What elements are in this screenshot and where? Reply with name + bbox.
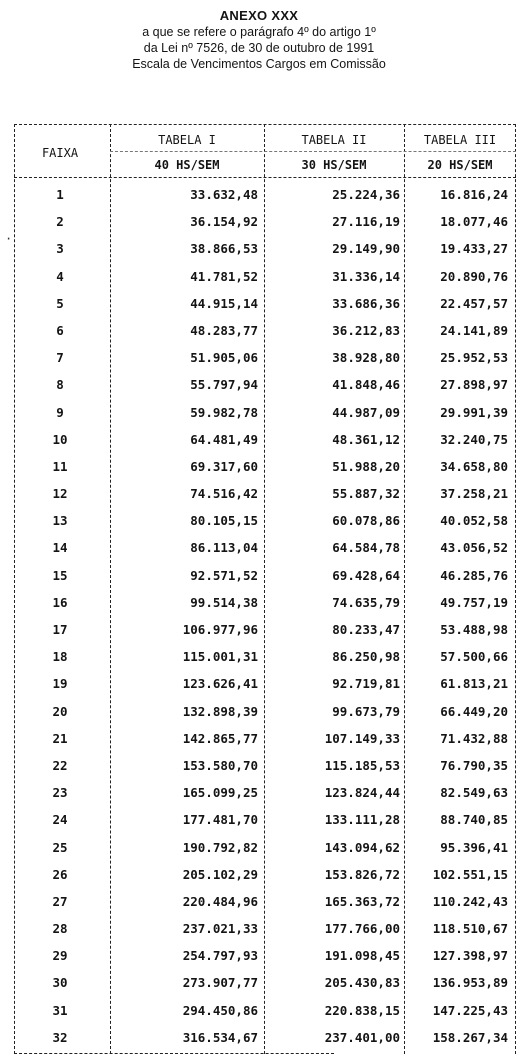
tabela-3-cell: 66.449,20 [440, 703, 508, 719]
table-row [14, 998, 516, 1025]
col-header-tabela-1-hours: 40 HS/SEM [154, 158, 220, 172]
faixa-cell: 11 [52, 458, 68, 474]
tabela-2-cell: 86.250,98 [332, 649, 400, 665]
tabela-3-cell: 20.890,76 [440, 268, 508, 284]
tabela-2-cell: 115.185,53 [324, 757, 400, 773]
faixa-cell: 32 [52, 1029, 68, 1045]
tabela-3-cell: 95.396,41 [440, 839, 508, 855]
faixa-cell: 9 [56, 404, 64, 420]
tabela-1-cell: 190.792,82 [182, 839, 258, 855]
tabela-1-cell: 59.982,78 [190, 404, 258, 420]
subtitle-line-3: Escala de Vencimentos Cargos em Comissão [132, 57, 386, 71]
faixa-cell: 12 [52, 486, 68, 502]
table-row [14, 236, 516, 263]
table-row [14, 209, 516, 236]
faixa-cell: 10 [52, 431, 68, 447]
tabela-2-cell: 29.149,90 [332, 241, 400, 257]
tabela-2-cell: 99.673,79 [332, 703, 400, 719]
tabela-3-cell: 110.242,43 [432, 893, 508, 909]
tabela-1-cell: 86.113,04 [190, 540, 258, 556]
tabela-3-cell: 43.056,52 [440, 540, 508, 556]
tabela-1-cell: 273.907,77 [182, 975, 258, 991]
header-rule [14, 177, 516, 178]
table-body [14, 182, 516, 1052]
tabela-3-cell: 136.953,89 [432, 975, 508, 991]
table-row [14, 889, 516, 916]
faixa-cell: 5 [56, 295, 64, 311]
tabela-2-cell: 107.149,33 [324, 730, 400, 746]
faixa-cell: 8 [56, 377, 64, 393]
table-row [14, 291, 516, 318]
table-row [14, 345, 516, 372]
tabela-3-cell: 19.433,27 [440, 241, 508, 257]
tabela-1-cell: 316.534,67 [182, 1029, 258, 1045]
table-row [14, 182, 516, 209]
tabela-3-cell: 147.225,43 [432, 1002, 508, 1018]
table-row [14, 835, 516, 862]
faixa-cell: 19 [52, 676, 68, 692]
faixa-cell: 16 [52, 594, 68, 610]
tabela-3-cell: 53.488,98 [440, 622, 508, 637]
tabela-2-cell: 41.848,46 [332, 377, 400, 393]
tabela-2-cell: 25.224,36 [332, 187, 400, 202]
table-row [14, 400, 516, 427]
tabela-2-cell: 31.336,14 [332, 268, 400, 284]
tabela-2-cell: 69.428,64 [332, 567, 400, 583]
tabela-1-cell: 254.797,93 [182, 948, 258, 964]
tabela-2-cell: 51.988,20 [332, 458, 400, 474]
tabela-1-cell: 64.481,49 [190, 431, 258, 447]
table-row [14, 590, 516, 617]
tabela-2-cell: 191.098,45 [324, 948, 400, 964]
faixa-cell: 4 [56, 268, 64, 284]
tabela-3-cell: 34.658,80 [440, 458, 508, 474]
tabela-3-cell: 118.510,67 [432, 921, 508, 937]
tabela-2-cell: 177.766,00 [324, 921, 400, 937]
tabela-3-cell: 82.549,63 [440, 785, 508, 801]
tabela-1-cell: 38.866,53 [190, 241, 258, 257]
tabela-2-cell: 153.826,72 [324, 866, 400, 882]
tabela-1-cell: 51.905,06 [190, 350, 258, 366]
table-row [14, 726, 516, 753]
tabela-3-cell: 49.757,19 [440, 594, 508, 610]
faixa-cell: 30 [52, 975, 68, 991]
table-row [14, 780, 516, 807]
faixa-cell: 3 [56, 241, 64, 257]
tabela-1-cell: 44.915,14 [190, 295, 258, 311]
tabela-2-cell: 123.824,44 [324, 785, 400, 801]
tabela-1-cell: 294.450,86 [182, 1002, 258, 1018]
tabela-1-cell: 80.105,15 [190, 513, 258, 529]
subtitle-line-1: a que se refere o parágrafo 4º do artigo 1º [142, 25, 376, 39]
tabela-1-cell: 106.977,96 [182, 622, 258, 637]
tabela-2-cell: 60.078,86 [332, 513, 400, 529]
tabela-3-cell: 88.740,85 [440, 812, 508, 828]
table-row [14, 807, 516, 834]
table-row [14, 862, 516, 889]
tabela-1-cell: 115.001,31 [182, 649, 258, 665]
header-mid-rule [110, 151, 516, 152]
tabela-2-cell: 64.584,78 [332, 540, 400, 556]
tabela-2-cell: 133.111,28 [324, 812, 400, 828]
tabela-3-cell: 16.816,24 [440, 187, 508, 202]
tabela-1-cell: 92.571,52 [190, 567, 258, 583]
tabela-1-cell: 99.514,38 [190, 594, 258, 610]
tabela-3-cell: 76.790,35 [440, 757, 508, 773]
table-row [14, 753, 516, 780]
tabela-1-cell: 237.021,33 [182, 921, 258, 937]
tabela-2-cell: 143.094,62 [324, 839, 400, 855]
tabela-2-cell: 33.686,36 [332, 295, 400, 311]
tabela-1-cell: 36.154,92 [190, 214, 258, 230]
faixa-cell: 23 [52, 785, 68, 801]
tabela-1-cell: 153.580,70 [182, 757, 258, 773]
tabela-3-cell: 29.991,39 [440, 404, 508, 420]
tabela-2-cell: 205.430,83 [324, 975, 400, 991]
tabela-1-cell: 165.099,25 [182, 785, 258, 801]
tabela-1-cell: 41.781,52 [190, 268, 258, 284]
faixa-cell: 1 [56, 187, 64, 202]
faixa-cell: 20 [52, 703, 68, 719]
tabela-1-cell: 132.898,39 [182, 703, 258, 719]
tabela-3-cell: 102.551,15 [432, 866, 508, 882]
tabela-1-cell: 74.516,42 [190, 486, 258, 502]
tabela-1-cell: 123.626,41 [182, 676, 258, 692]
tabela-3-cell: 61.813,21 [440, 676, 508, 692]
faixa-cell: 7 [56, 350, 64, 366]
tabela-3-cell: 46.285,76 [440, 567, 508, 583]
table-row [14, 508, 516, 535]
table-row [14, 644, 516, 671]
table-row [14, 372, 516, 399]
faixa-cell: 28 [52, 921, 68, 937]
tabela-3-cell: 127.398,97 [432, 948, 508, 964]
col-header-tabela-1: TABELA I [158, 133, 216, 147]
table-row [14, 916, 516, 943]
tabela-2-cell: 44.987,09 [332, 404, 400, 420]
tabela-3-cell: 57.500,66 [440, 649, 508, 665]
faixa-cell: 21 [52, 730, 68, 746]
tabela-2-cell: 220.838,15 [324, 1002, 400, 1018]
tabela-2-cell: 74.635,79 [332, 594, 400, 610]
col-header-tabela-2: TABELA II [301, 133, 367, 147]
table-row [14, 535, 516, 562]
margin-mark: · [5, 232, 13, 246]
faixa-cell: 26 [52, 866, 68, 882]
table-row [14, 970, 516, 997]
table-row [14, 318, 516, 345]
tabela-1-cell: 33.632,48 [190, 187, 258, 202]
tabela-3-cell: 18.077,46 [440, 214, 508, 230]
tabela-1-cell: 177.481,70 [182, 812, 258, 828]
subtitle-line-2: da Lei nº 7526, de 30 de outubro de 1991 [143, 41, 375, 55]
tabela-2-cell: 36.212,83 [332, 322, 400, 338]
tabela-2-cell: 55.887,32 [332, 486, 400, 502]
tabela-2-cell: 38.928,80 [332, 350, 400, 366]
tabela-3-cell: 32.240,75 [440, 431, 508, 447]
tabela-1-cell: 48.283,77 [190, 322, 258, 338]
table-row [14, 454, 516, 481]
tabela-2-cell: 27.116,19 [332, 214, 400, 230]
tabela-1-cell: 220.484,96 [182, 893, 258, 909]
table-row [14, 563, 516, 590]
faixa-cell: 22 [52, 757, 68, 773]
tabela-2-cell: 80.233,47 [332, 622, 400, 637]
table-row [14, 671, 516, 698]
tabela-3-cell: 40.052,58 [440, 513, 508, 529]
tabela-2-cell: 48.361,12 [332, 431, 400, 447]
tabela-1-cell: 142.865,77 [182, 730, 258, 746]
faixa-cell: 24 [52, 812, 68, 828]
tabela-2-cell: 92.719,81 [332, 676, 400, 692]
table-row [14, 427, 516, 454]
faixa-cell: 29 [52, 948, 68, 964]
table-row [14, 617, 516, 644]
document-header [0, 8, 518, 72]
tabela-3-cell: 24.141,89 [440, 322, 508, 338]
tabela-3-cell: 71.432,88 [440, 730, 508, 746]
tabela-3-cell: 25.952,53 [440, 350, 508, 366]
tabela-3-cell: 158.267,34 [432, 1029, 508, 1045]
faixa-cell: 14 [52, 540, 68, 556]
table-row [14, 481, 516, 508]
table-row [14, 1025, 516, 1052]
faixa-cell: 31 [52, 1002, 68, 1018]
table-row [14, 264, 516, 291]
faixa-cell: 27 [52, 893, 68, 909]
tabela-1-cell: 69.317,60 [190, 458, 258, 474]
col-header-faixa: FAIXA [41, 146, 79, 160]
salary-table [14, 124, 516, 1056]
tabela-3-cell: 22.457,57 [440, 295, 508, 311]
col-header-tabela-2-hours: 30 HS/SEM [301, 158, 367, 172]
tabela-1-cell: 205.102,29 [182, 866, 258, 882]
annex-title: ANEXO XXX [219, 8, 299, 23]
tabela-2-cell: 237.401,00 [324, 1029, 400, 1045]
tabela-3-cell: 27.898,97 [440, 377, 508, 393]
tabela-2-cell: 165.363,72 [324, 893, 400, 909]
tabela-1-cell: 55.797,94 [190, 377, 258, 393]
faixa-cell: 13 [52, 513, 68, 529]
faixa-cell: 18 [52, 649, 68, 665]
faixa-cell: 25 [52, 839, 68, 855]
faixa-cell: 6 [56, 322, 64, 338]
faixa-cell: 15 [52, 567, 68, 583]
faixa-cell: 17 [52, 622, 68, 637]
table-border-top [14, 124, 516, 125]
table-row [14, 699, 516, 726]
table-row [14, 943, 516, 970]
tabela-3-cell: 37.258,21 [440, 486, 508, 502]
col-header-tabela-3-hours: 20 HS/SEM [427, 158, 493, 172]
faixa-cell: 2 [56, 214, 64, 230]
col-header-tabela-3: TABELA III [423, 133, 497, 147]
